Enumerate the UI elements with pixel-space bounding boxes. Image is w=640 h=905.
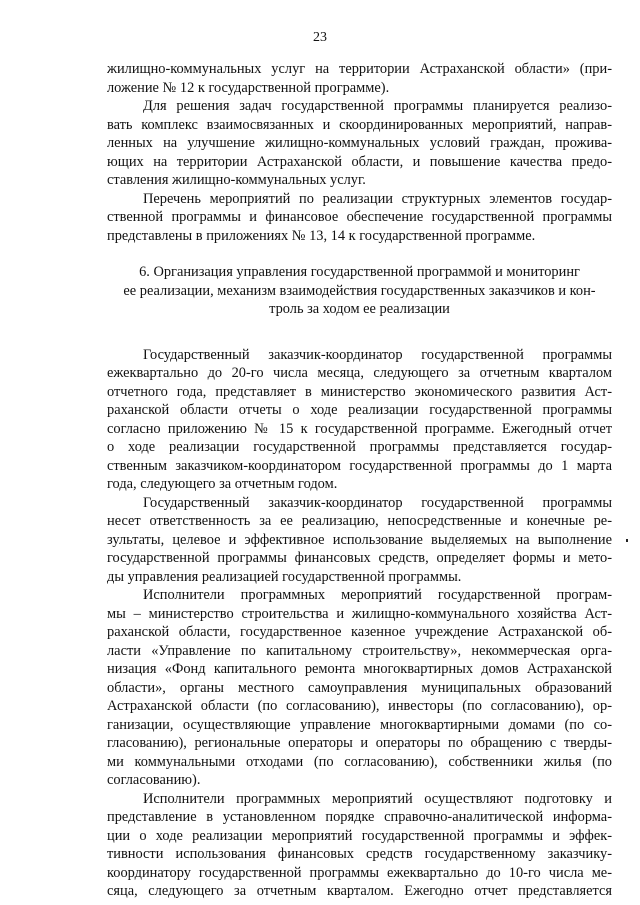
text-line: ленных на улучшение жилищно-коммунальных условий граждан, прожива- <box>107 135 612 151</box>
text-line: ственным заказчиком-координатором государственной программы до 1 марта <box>107 457 612 474</box>
text-line: ции о ходе реализации мероприятий государственной программы и эффек- <box>107 827 612 844</box>
text-line: низация «Фонд капитального ремонта многоквартирных домов Астраханской <box>107 661 612 677</box>
text-line: тивности использования финансовых средств государственному заказчику- <box>107 846 612 862</box>
text-line: ложение № 12 к государственной программе). <box>107 79 390 96</box>
text-line: представлены в приложениях № 13, 14 к государственной программе. <box>107 227 536 244</box>
text-line: ласти «Управление по капитальному строительству», некоммерческая орга- <box>107 642 612 659</box>
text-line: раханской области отчеты о ходе реализации государственной программы <box>107 402 612 418</box>
page-number: 23 <box>313 30 327 45</box>
heading-line: троль за ходом ее реализации <box>269 301 450 317</box>
text-line: координатору государственной программы ежеквартально до 10-го числа ме- <box>107 864 612 881</box>
text-line: ды управления реализацией государственной программы. <box>107 568 462 585</box>
text-line: Государственный заказчик-координатор государственной программы <box>143 494 612 511</box>
document-body <box>107 60 612 901</box>
heading-line: ее реализации, механизм взаимодействия государственных заказчиков и кон- <box>123 282 596 299</box>
scan-mark <box>626 539 628 542</box>
text-line: Исполнители программных мероприятий осуществляют подготовку и <box>143 790 612 807</box>
text-line: согласно приложению № 15 к государственной программе. Ежегодный отчет <box>107 420 612 437</box>
text-line: жилищно-коммунальных услуг на территории Астраханской области» (при- <box>107 61 612 77</box>
paragraph <box>107 790 612 901</box>
text-line: ганизации, осуществляющие управление многоквартирными домами (по со- <box>107 716 612 733</box>
text-line: Государственный заказчик-координатор государственной программы <box>143 346 612 363</box>
text-line: представление в установленном порядке справочно-аналитической информа- <box>107 809 612 825</box>
paragraph <box>107 586 612 790</box>
text-line: Астраханской области (по согласованию), инвесторы (по согласованию), ор- <box>107 698 612 714</box>
text-line: государственной программы финансовых средств, определяет формы и мето- <box>107 550 612 566</box>
paragraph <box>107 97 612 190</box>
text-line: ставления жилищно-коммунальных услуг. <box>107 172 366 188</box>
paragraph <box>107 346 612 494</box>
text-line: области», органы местного самоуправления муниципальных образований <box>107 679 612 696</box>
intro-paragraphs <box>107 60 612 245</box>
text-line: ми коммунальными отходами (по согласованию), собственники жилья (по <box>107 753 612 770</box>
text-line: отчетного года, представляет в министерство экономического развития Аст- <box>107 383 612 400</box>
text-line: раханской области, государственное казенное учреждение Астраханской об- <box>107 624 612 640</box>
text-line: мы – министерство строительства и жилищно-коммунального хозяйства Аст- <box>107 605 612 622</box>
section-paragraphs <box>107 346 612 901</box>
text-line: зультаты, целевое и эффективное использование выделяемых на выполнение <box>107 531 612 548</box>
section-heading <box>115 263 604 319</box>
heading-line: 6. Организация управления государственной программой и мониторинг <box>139 264 580 280</box>
text-line: ющих на территории Астраханской области, и повышение качества предо- <box>107 153 612 170</box>
text-line: несет ответственность за ее реализацию, непосредственные и конечные ре- <box>107 513 612 529</box>
paragraph <box>107 60 612 97</box>
text-line: вать комплекс взаимосвязанных и скоординированных мероприятий, направ- <box>107 116 612 133</box>
text-line: о ходе реализации государственной программы представляется государ- <box>107 439 612 455</box>
text-line: Для решения задач государственной программы планируется реализо- <box>143 98 612 114</box>
text-line: ственной программы и финансовое обеспечение государственной программы <box>107 209 612 225</box>
text-line: Исполнители программных мероприятий государственной програм- <box>143 587 612 603</box>
text-line: ежеквартально до 20-го числа месяца, следующего за отчетным кварталом <box>107 365 612 381</box>
text-line: гласованию), региональные операторы и операторы по обращению с тверды- <box>107 735 612 751</box>
text-line: согласованию). <box>107 772 201 788</box>
text-line: года, следующего за отчетным годом. <box>107 476 338 492</box>
paragraph <box>107 190 612 246</box>
text-line: Перечень мероприятий по реализации структурных элементов государ- <box>143 190 612 207</box>
paragraph <box>107 494 612 587</box>
text-line: сяца, следующего за отчетным кварталом. Ежегодно отчет представляется <box>107 883 612 899</box>
